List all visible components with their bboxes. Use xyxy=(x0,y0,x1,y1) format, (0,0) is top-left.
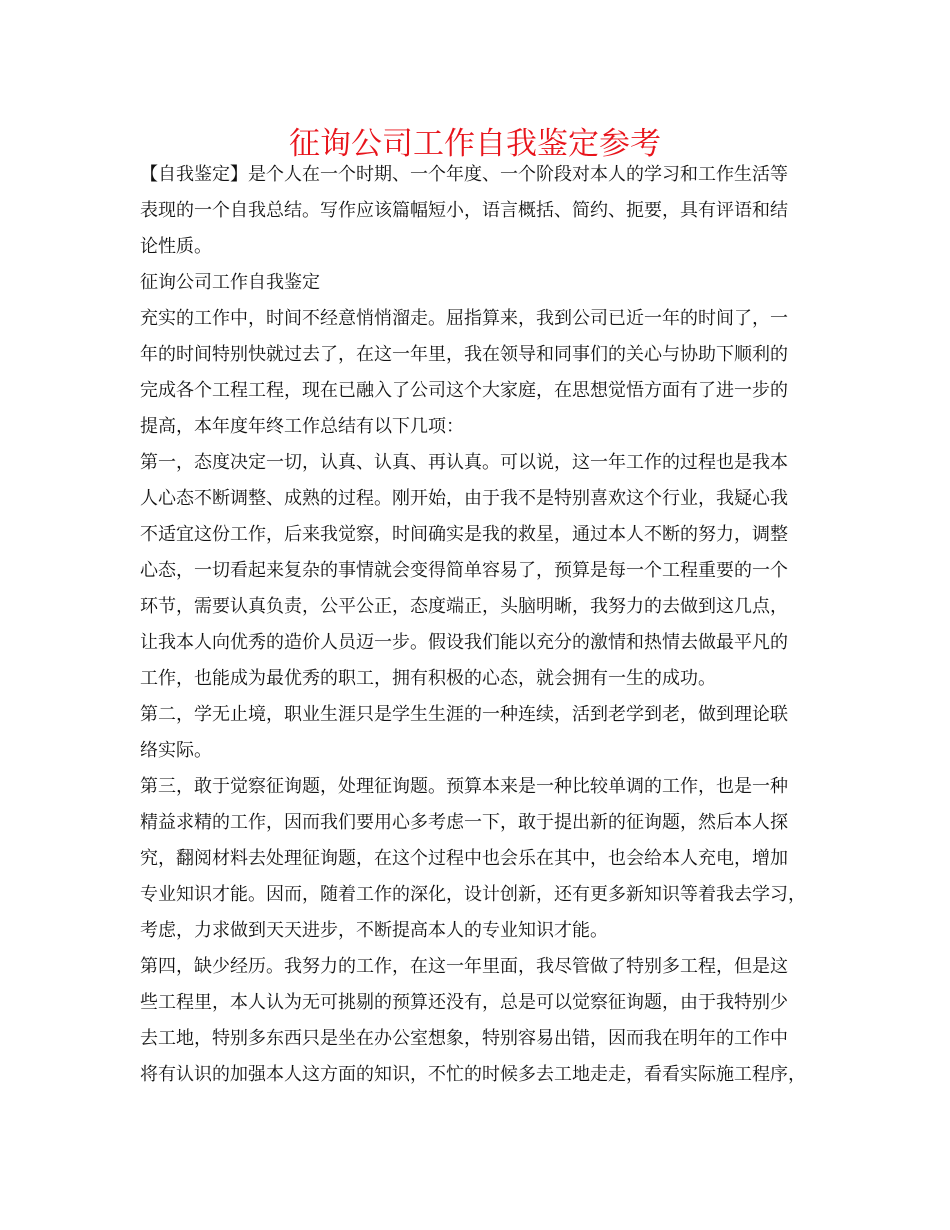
text-line: 第四，缺少经历。我努力的工作，在这一年里面，我尽管做了特别多工程，但是这 xyxy=(140,956,788,977)
text-line: 征询公司工作自我鉴定 xyxy=(140,272,320,293)
text-line: 第一，态度决定一切，认真、认真、再认真。可以说，这一年工作的过程也是我本 xyxy=(140,452,788,473)
text-line: 些工程里，本人认为无可挑剔的预算还没有，总是可以觉察征询题，由于我特别少 xyxy=(140,992,788,1013)
text-line: 将有认识的加强本人这方面的知识，不忙的时候多去工地走走，看看实际施工程序， xyxy=(140,1064,806,1085)
text-line: 究，翻阅材料去处理征询题，在这个过程中也会乐在其中，也会给本人充电，增加 xyxy=(140,848,788,869)
text-line: 专业知识才能。因而，随着工作的深化，设计创新，还有更多新知识等着我去学习， xyxy=(140,884,806,905)
text-line: 年的时间特别快就过去了，在这一年里，我在领导和同事们的关心与协助下顺利的 xyxy=(140,344,788,365)
text-line: 心态，一切看起来复杂的事情就会变得简单容易了，预算是每一个工程重要的一个 xyxy=(140,560,788,581)
text-line: 第二，学无止境，职业生涯只是学生生涯的一种连续，活到老学到老，做到理论联 xyxy=(140,704,788,725)
text-line: 不适宜这份工作，后来我觉察，时间确实是我的救星，通过本人不断的努力，调整 xyxy=(140,524,788,545)
text-line: 去工地，特别多东西只是坐在办公室想象，特别容易出错，因而我在明年的工作中 xyxy=(140,1028,788,1049)
text-line: 让我本人向优秀的造价人员迈一步。假设我们能以充分的激情和热情去做最平凡的 xyxy=(140,632,788,653)
text-line: 表现的一个自我总结。写作应该篇幅短小，语言概括、简约、扼要，具有评语和结 xyxy=(140,200,788,221)
text-line: 充实的工作中，时间不经意悄悄溜走。屈指算来，我到公司已近一年的时间了，一 xyxy=(140,308,788,329)
text-line: 第三，敢于觉察征询题，处理征询题。预算本来是一种比较单调的工作，也是一种 xyxy=(140,776,788,797)
text-line: 完成各个工程工程，现在已融入了公司这个大家庭，在思想觉悟方面有了进一步的 xyxy=(140,380,788,401)
text-line: 精益求精的工作，因而我们要用心多考虑一下，敢于提出新的征询题，然后本人探 xyxy=(140,812,788,833)
text-line: 人心态不断调整、成熟的过程。刚开始，由于我不是特别喜欢这个行业，我疑心我 xyxy=(140,488,788,509)
text-line: 考虑，力求做到天天进步，不断提高本人的专业知识才能。 xyxy=(140,920,608,941)
document-title: 征询公司工作自我鉴定参考 xyxy=(289,126,661,162)
text-line: 环节，需要认真负责，公平公正，态度端正，头脑明晰，我努力的去做到这几点， xyxy=(140,596,788,617)
text-line: 络实际。 xyxy=(140,740,212,761)
document-body xyxy=(140,157,816,1093)
text-line: 论性质。 xyxy=(140,236,212,257)
text-line: 工作，也能成为最优秀的职工，拥有积极的心态，就会拥有一生的成功。 xyxy=(140,668,716,689)
text-line: 【自我鉴定】是个人在一个时期、一个年度、一个阶段对本人的学习和工作生活等 xyxy=(140,164,788,185)
text-line: 提高，本年度年终工作总结有以下几项： xyxy=(140,416,464,437)
